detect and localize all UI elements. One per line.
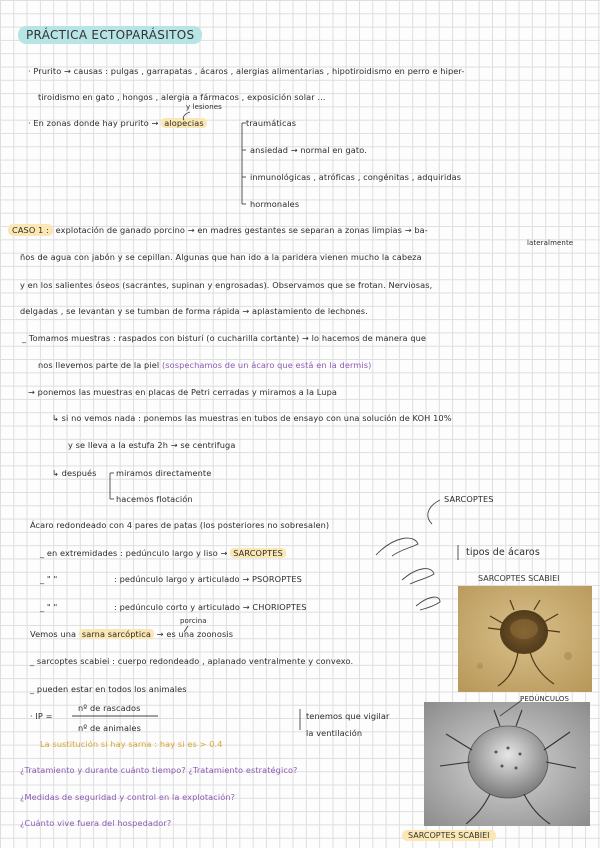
extremidad-prefix: _ " " [40, 574, 58, 584]
acaro-redondeado-line: Ácaro redondeado con 4 pares de patas (los posteriores no sobresalen) [30, 520, 330, 530]
alopecia-type-inmunologicas: inmunológicas , atróficas , congénitas , adquiridas [250, 172, 462, 182]
prurito-causas-line-1: · Prurito → causas : pulgas , garrapatas , ácaros , alergias alimentarias , hipotiroidismo en perro e hiper- [28, 66, 465, 76]
sarna-prefix: Vemos una [30, 629, 77, 639]
despues-prefix: ↳ después [52, 468, 97, 478]
sarna-suffix: → es una zoonosis [156, 629, 234, 639]
genus-chorioptes: CHORIOPTES [252, 602, 307, 612]
pregunta-tratamiento: ¿Tratamiento y durante cuánto tiempo? ¿Tratamiento estratégico? [20, 765, 298, 775]
sarna-sarcoptica-highlight: sarna sarcóptica [79, 629, 154, 639]
y-lesiones-annotation: y lesiones [186, 103, 222, 111]
genus-psoroptes: PSOROPTES [252, 574, 302, 584]
muestras-line-1: _ Tomamos muestras : raspados con bisturí (o cucharilla cortante) → lo hacemos de manera que [22, 333, 427, 343]
alopecia-type-traumaticas: traumáticas [246, 118, 297, 128]
photo1-label: SARCOPTES SCABIEI [478, 574, 560, 583]
squiggle-psoroptes [402, 569, 434, 584]
ip-label: · IP = [30, 711, 53, 721]
petri-line: → ponemos las muestras en placas de Petri cerradas y miramos a la Lupa [28, 387, 338, 397]
pedunculos-pointer [500, 700, 522, 716]
porcina-annotation: porcina [180, 617, 207, 625]
caso-label: CASO 1 : [8, 224, 53, 236]
ip-note: La sustitución si hay sarna : hay si es > 0.4 [40, 739, 223, 749]
scabiei-description: _ sarcoptes scabiei : cuerpo redondeado , aplanado ventralmente y convexo. [30, 656, 354, 666]
genus-sarcoptes: SARCOPTES [230, 548, 286, 558]
alopecias-highlight: alopecias [161, 118, 207, 128]
koh-line-1: ↳ si no vemos nada : ponemos las muestras en tubos de ensayo con una solución de KOH 10% [52, 413, 452, 423]
sarcoptes-curve [428, 500, 440, 524]
pedunculos-label: PEDÚNCULOS [520, 695, 570, 703]
caso-1-line-4: delgadas , se levantan y se tumban de forma rápida → aplastamiento de lechones. [20, 306, 368, 316]
page-title: PRÁCTICA ECTOPARÁSITOS [18, 26, 202, 44]
extremidad-desc: : pedúnculo largo y articulado → [114, 574, 250, 584]
muestras-sospecha: (sospechamos de un ácaro que está en la dermis) [161, 360, 372, 370]
ip-denominator: nº de animales [78, 723, 141, 733]
y-lesiones-arrow [183, 112, 190, 120]
alopecia-type-ansiedad: ansiedad → normal en gato. [250, 145, 367, 155]
extremidad-desc: pedúnculo largo y liso → [125, 548, 228, 558]
animales-line: _ pueden estar en todos los animales [30, 684, 187, 694]
lateralmente-annotation: lateralmente [527, 239, 574, 247]
ventilacion-line-1: tenemos que vigilar [306, 711, 390, 721]
ventilacion-line-2: la ventilación [306, 728, 363, 738]
sarcoptes-top-label: SARCOPTES [444, 494, 494, 504]
alopecia-type-hormonales: hormonales [250, 199, 300, 209]
despues-item-flotacion: hacemos flotación [116, 494, 193, 504]
photo2-label: SARCOPTES SCABIEI [402, 830, 496, 841]
ip-numerator: nº de rascados [78, 703, 141, 713]
squiggle-chorioptes [416, 597, 440, 610]
porcina-arrow [184, 626, 188, 632]
muestras-text: nos llevemos parte de la piel [38, 360, 160, 370]
extremidad-desc: : pedúnculo corto y articulado → [114, 602, 250, 612]
caso-text-1: explotación de ganado porcino → en madres gestantes se separan a zonas limpias → ba- [55, 225, 428, 235]
pregunta-medidas: ¿Medidas de seguridad y control en la explotación? [20, 792, 236, 802]
extremidad-prefix: _ " " [40, 602, 58, 612]
koh-line-2: y se lleva a la estufa 2h → se centrifuga [68, 440, 236, 450]
pregunta-vida: ¿Cuánto vive fuera del hospedador? [20, 818, 172, 828]
despues-item-directo: miramos directamente [116, 468, 212, 478]
caso-1-line-3: y en los salientes óseos (sacrantes, supinan y engrosadas). Observamos que se frotan. Nerviosas, [20, 280, 433, 290]
prurito-causas-line-2: tiroidismo en gato , hongos , alergia a fármacos , exposición solar ... [38, 92, 326, 102]
tipos-acaros-label: tipos de ácaros [466, 547, 540, 558]
caso-1-line-2: ños de agua con jabón y se cepillan. Algunas que han ido a la paridera vienen mucho la cabeza [20, 252, 422, 262]
squiggle-sarcoptes [376, 538, 418, 556]
extremidad-prefix: _ en extremidades : [40, 548, 123, 558]
zonas-prefix: · En zonas donde hay prurito → [28, 118, 159, 128]
